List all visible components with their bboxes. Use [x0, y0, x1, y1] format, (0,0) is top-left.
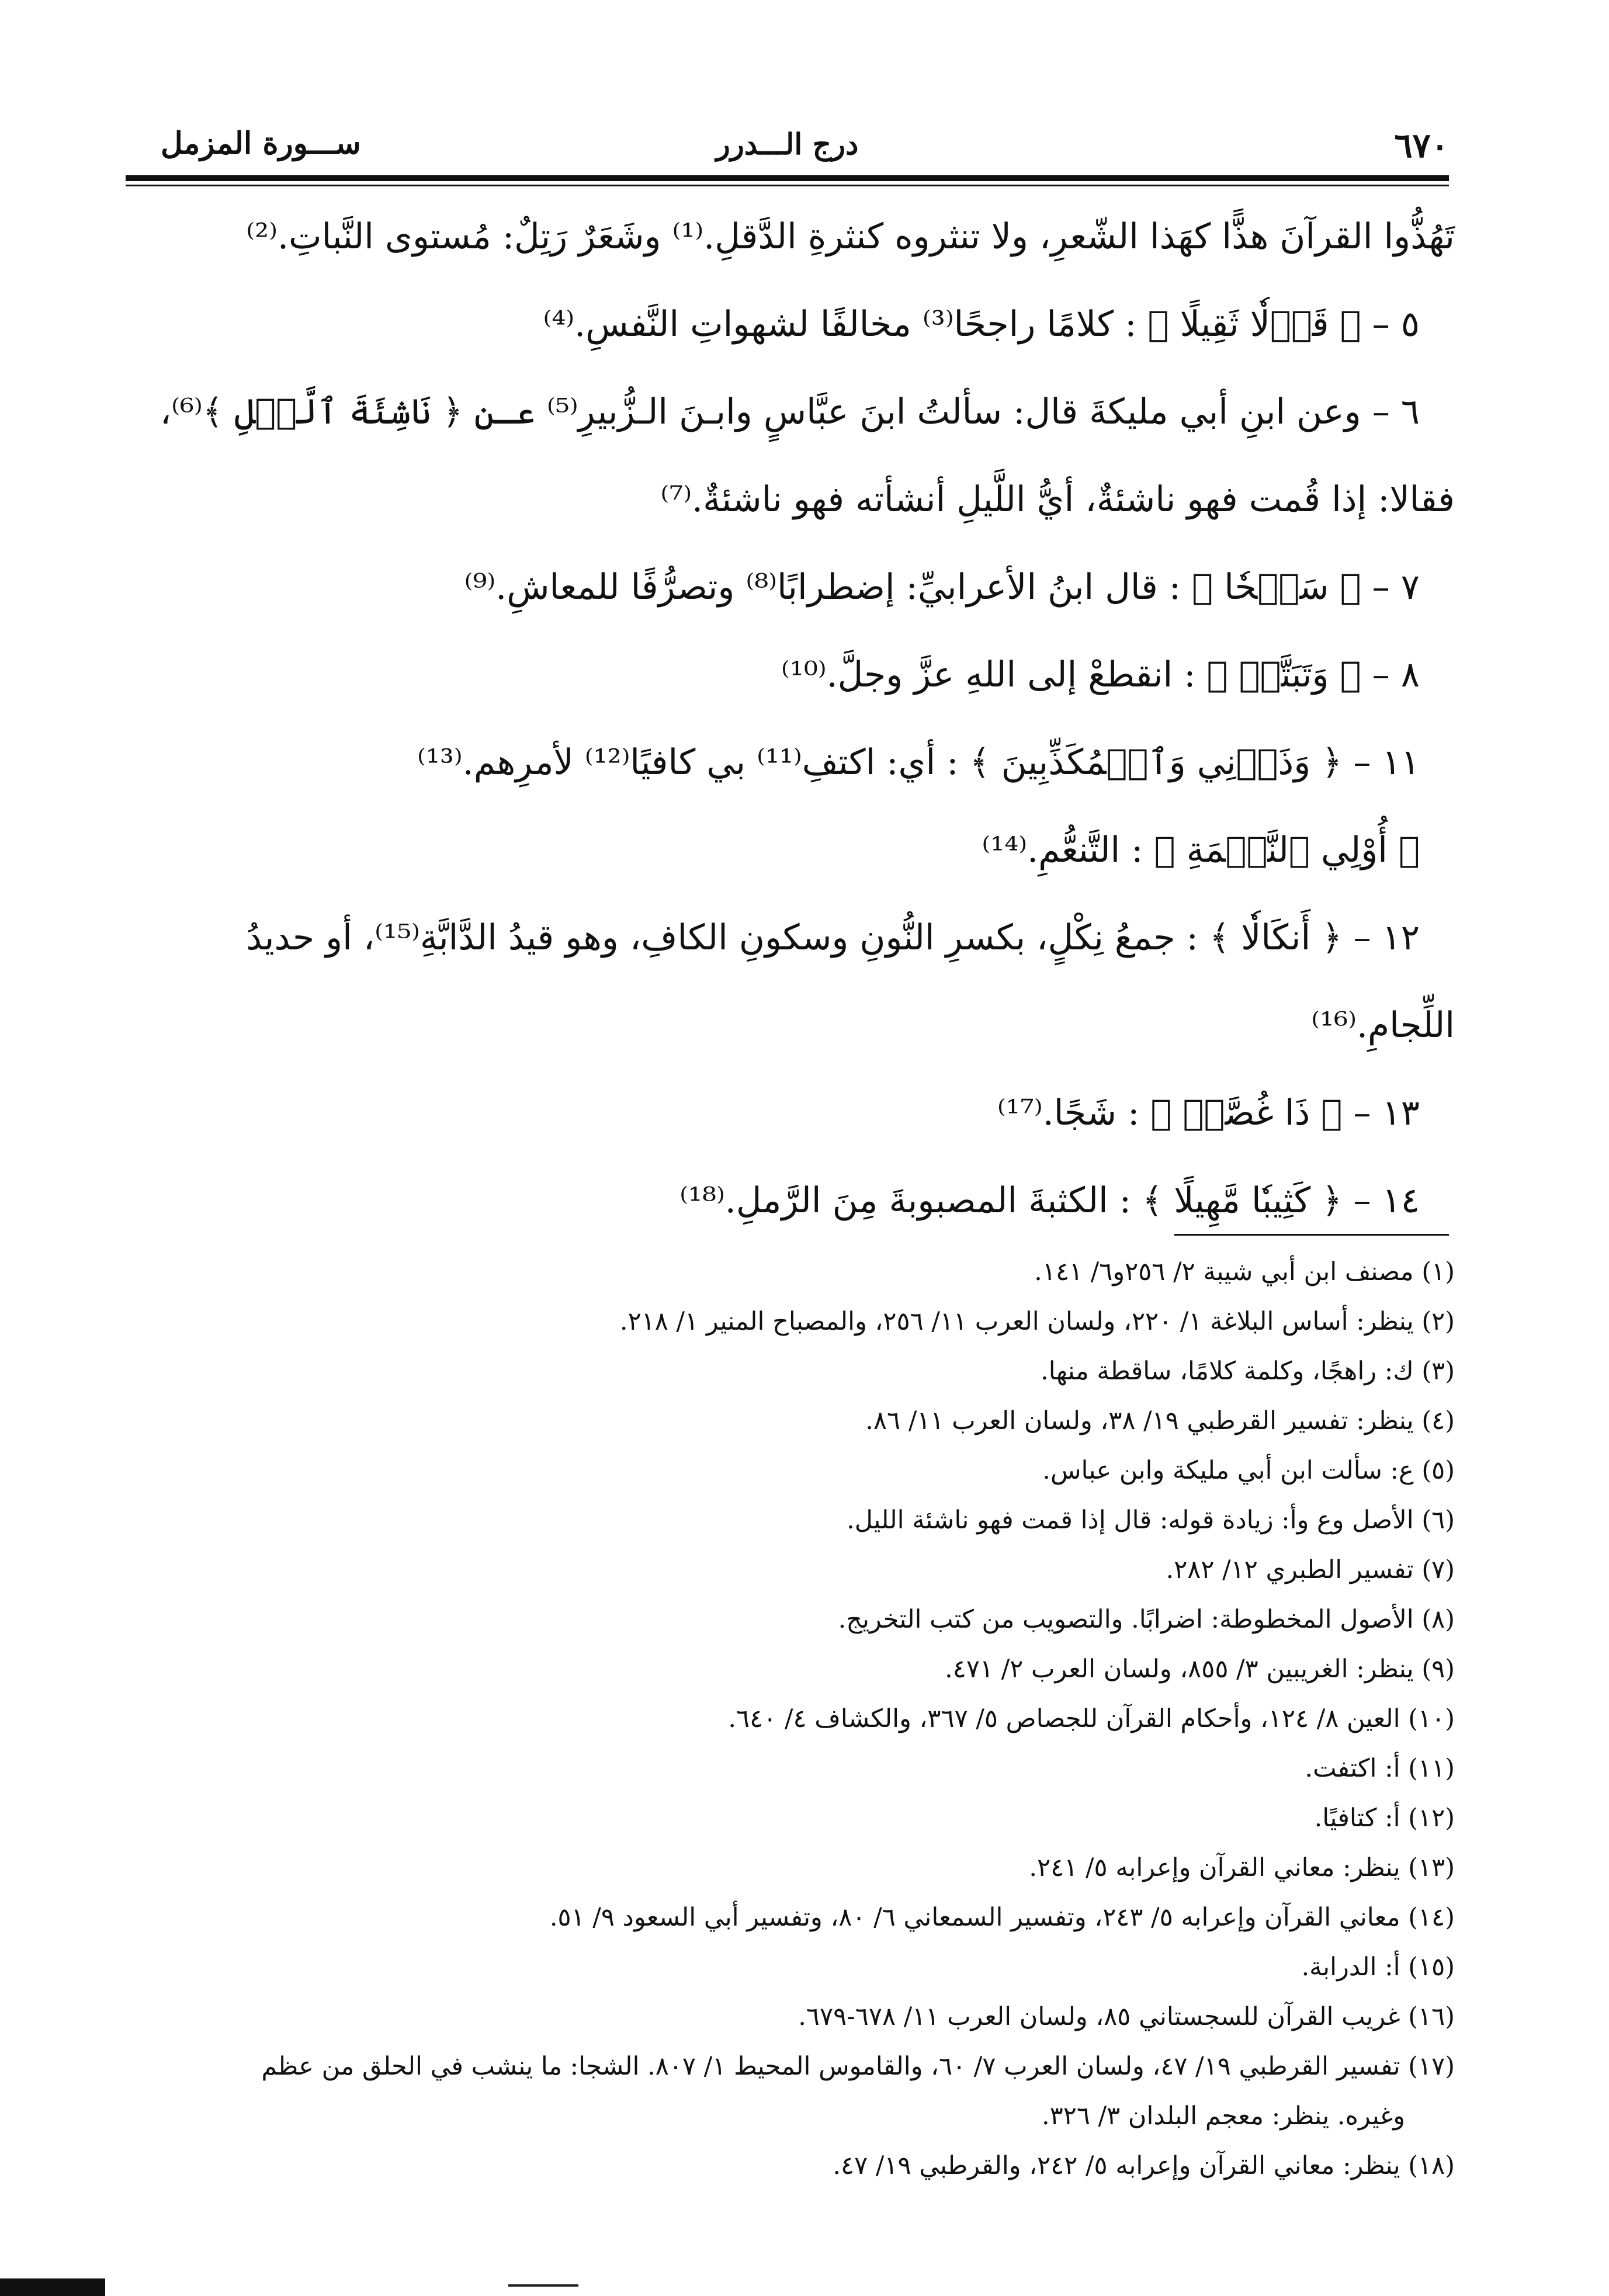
text-line: ١١ – ﴿ وَذَرۡنِي وَٱلۡمُكَذِّبِينَ ﴾ : أي: اكتفِ⁽¹¹⁾ بي كافيًا⁽¹²⁾ لأمرِهم.⁽¹³⁾ — [417, 742, 1420, 783]
book-title: درج الـــدرر — [716, 127, 859, 161]
footnote-separator — [1174, 1234, 1449, 1236]
footnote: (٩) ينظر: الغريبين ٣/ ٨٥٥، ولسان العرب ٢/ ٤٧١. — [945, 1655, 1455, 1684]
text-line: ٨ – ﴿ وَتَبَتَّلۡ ﴾ : انقطعْ إلى اللهِ عزَّ وجلَّ.⁽¹⁰⁾ — [781, 654, 1420, 695]
text-line: ٥ – ﴿ قَوۡلٗا ثَقِيلًا ﴾ : كلامًا راجحًا⁽³⁾ مخالفًا لشهواتِ النَّفسِ.⁽⁴⁾ — [543, 304, 1420, 345]
text-line: ١٤ – ﴿ كَثِيبٗا مَّهِيلًا ﴾ : الكثبةَ المصبوبةَ مِنَ الرَّملِ.⁽¹⁸⁾ — [679, 1180, 1420, 1221]
footnote: (٦) الأصل وع وأ: زيادة قوله: قال إذا قمت فهو ناشئة الليل. — [847, 1506, 1455, 1535]
footnote: (١١) أ: اكتفت. — [1305, 1754, 1455, 1783]
footnote: (٤) ينظر: تفسير القرطبي ١٩/ ٣٨، ولسان العرب ١١/ ٨٦. — [865, 1406, 1455, 1435]
text-line: ﴿ أُوْلِي ٱلنَّعۡمَةِ ﴾ : التَّنعُّمِ.⁽¹⁴⁾ — [982, 830, 1420, 870]
text-line: ٦ – وعن ابنِ أبي مليكةَ قال: سألتُ ابنَ عبَّاسٍ وابـنَ الـزُّبيرِ⁽⁵⁾ عـن ﴿ نَاشِئَةَ ٱلَّيۡلِ ﴾⁽⁶⁾، — [159, 391, 1420, 432]
header-rule-thick — [126, 175, 1449, 181]
footnote: (١٥) أ: الدرابة. — [1301, 1952, 1455, 1982]
text-line: ٧ – ﴿ سَبۡحٗا ﴾ : قال ابنُ الأعرابيِّ: إضطرابًا⁽⁸⁾ وتصرُّفًا للمعاشِ.⁽⁹⁾ — [464, 567, 1420, 608]
footnote: (٧) تفسير الطبري ١٢/ ٢٨٢. — [1166, 1555, 1455, 1584]
scan-bottom-mark — [508, 2284, 578, 2287]
text-line: فقالا: إذا قُمت فهو ناشئةٌ، أيُّ اللَّيلِ أنشأته فهو ناشئةٌ.⁽⁷⁾ — [660, 479, 1455, 520]
footnote-continuation: وغيره. ينظر: معجم البلدان ٣/ ٣٢٦. — [1042, 2101, 1405, 2131]
page-number: ٦٧٠ — [1394, 126, 1449, 165]
page-header — [126, 120, 1449, 172]
footnote: (١٨) ينظر: معاني القرآن وإعرابه ٥/ ٢٤٢، والقرطبي ١٩/ ٤٧. — [833, 2151, 1455, 2180]
text-line: تَهُذُّوا القرآنَ هذًّا كهَذا الشّعرِ، ولا تنثروه كنثرةِ الدَّقلِ.⁽¹⁾ وشَعَرٌ رَتِلٌ: مُستوى النَّباتِ.⁽²⁾ — [246, 216, 1455, 257]
footnote: (٣) ك: راهجًا، وكلمة كلامًا، ساقطة منها. — [1041, 1357, 1455, 1386]
footnote: (١) مصنف ابن أبي شيبة ٢/ ٢٥٦و٦/ ١٤١. — [1034, 1257, 1455, 1286]
footnote: (٥) ع: سألت ابن أبي مليكة وابن عباس. — [1042, 1456, 1455, 1485]
text-line: ١٢ – ﴿ أَنكَالٗا ﴾ : جمعُ نِكْلٍ، بكسرِ النُّونِ وسكونِ الكافِ، وهو قيدُ الدَّابَّةِ⁽¹⁵⁾، أو حديدُ — [246, 917, 1420, 958]
surah-title: ســـورة المزمل — [161, 126, 361, 161]
footnote: (١٤) معاني القرآن وإعرابه ٥/ ٢٤٣، وتفسير السمعاني ٦/ ٨٠، وتفسير أبي السعود ٩/ ٥١. — [549, 1903, 1455, 1932]
footnote: (١٣) ينظر: معاني القرآن وإعرابه ٥/ ٢٤١. — [1029, 1853, 1455, 1882]
footnote: (١٦) غريب القرآن للسجستاني ٨٥، ولسان العرب ١١/ ٦٧٨-٦٧٩. — [798, 2002, 1455, 2031]
scan-edge-mark — [0, 2278, 105, 2296]
footnote: (١٢) أ: كتافيًا. — [1314, 1803, 1455, 1833]
footnote: (٨) الأصول المخطوطة: اضرابًا. والتصويب من كتب التخريج. — [838, 1605, 1455, 1634]
text-line: اللِّجامِ.⁽¹⁶⁾ — [1311, 1005, 1455, 1046]
footnote: (٢) ينظر: أساس البلاغة ١/ ٢٢٠، ولسان العرب ١١/ ٢٥٦، والمصباح المنير ١/ ٢١٨. — [619, 1307, 1455, 1336]
footnote: (١٠) العين ٨/ ١٢٤، وأحكام القرآن للجصاص ٥/ ٣٦٧، والكشاف ٤/ ٦٤٠. — [728, 1704, 1455, 1733]
footnote: (١٧) تفسير القرطبي ١٩/ ٤٧، ولسان العرب ٧/ ٦٠، والقاموس المحيط ١/ ٨٠٧. الشجا: ما ينشب في الحلق من عظم — [261, 2052, 1455, 2081]
main-text — [120, 193, 1455, 1244]
text-line: ١٣ – ﴿ ذَا غُصَّةٖ ﴾ : شَجًا.⁽¹⁷⁾ — [997, 1092, 1420, 1133]
header-rule-thin — [126, 185, 1449, 186]
footnotes — [120, 1247, 1455, 2191]
